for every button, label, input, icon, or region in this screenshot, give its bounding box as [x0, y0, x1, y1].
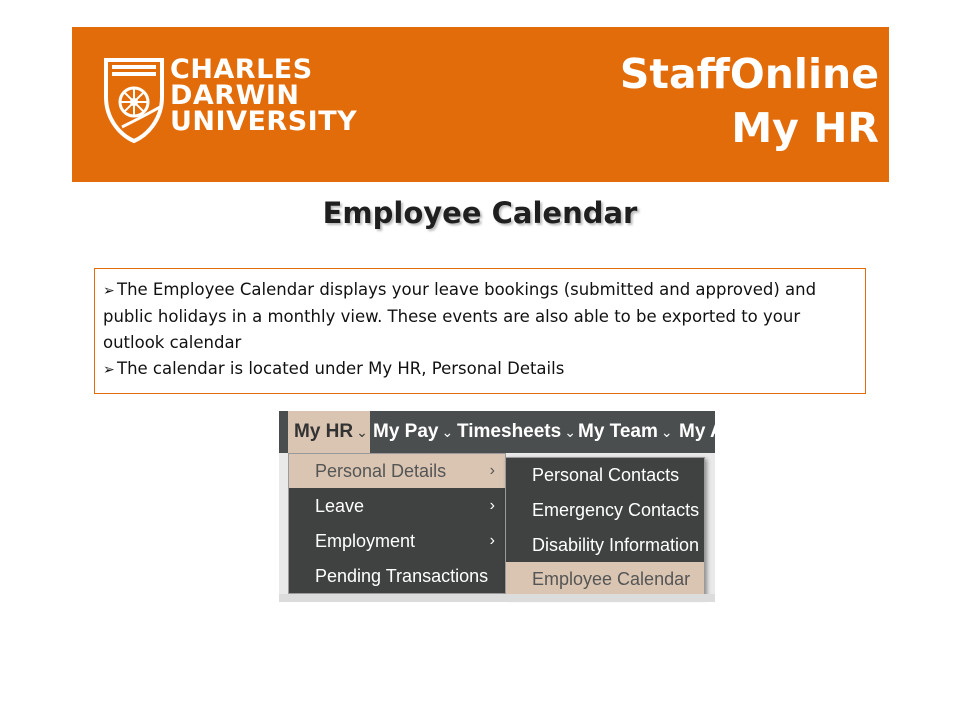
chevron-right-icon: ›	[489, 532, 495, 549]
personal-details-dropdown	[505, 457, 705, 597]
chevron-down-icon: ⌄	[356, 424, 368, 440]
banner-title	[620, 47, 879, 155]
page-title: Employee Calendar	[322, 196, 638, 230]
top-menubar	[279, 411, 724, 453]
logo-wordmark: CHARLES DARWIN UNIVERSITY	[170, 54, 358, 137]
menu-emergency-contacts[interactable]: Emergency Contacts	[532, 500, 700, 520]
submenu-pending-transactions[interactable]: Pending Transactions	[315, 566, 489, 586]
section-name: My HR	[731, 104, 879, 152]
chevron-right-icon: ›	[489, 497, 495, 514]
menu-disability-information[interactable]: Disability Information	[532, 535, 700, 555]
menu-employee-calendar[interactable]: Employee Calendar	[506, 562, 704, 596]
arrow-bullet-icon: ➢	[103, 283, 115, 299]
header-banner	[72, 27, 889, 182]
submenu-leave[interactable]: Leave ›	[289, 489, 505, 523]
screenshot-edge	[279, 594, 715, 602]
submenu-employment[interactable]: Employment ›	[289, 524, 505, 558]
chevron-down-icon: ⌄	[660, 424, 673, 440]
menu-my-team[interactable]: My Team ⌄	[578, 411, 673, 453]
app-name: StaffOnline	[619, 50, 879, 98]
menu-my-hr[interactable]: My HR ⌄	[288, 411, 370, 453]
chevron-right-icon: ›	[489, 462, 495, 479]
info-bullet-1: ➢ The Employee Calendar displays your leave bookings (submitted and approved) and public holidays in a monthly view. These events are also able to be exported to your outlook calendar	[103, 280, 817, 352]
menu-personal-contacts[interactable]: Personal Contacts	[532, 465, 680, 485]
chevron-down-icon: ⌄	[441, 424, 454, 440]
info-bullet-2: ➢ The calendar is located under My HR, Personal Details	[103, 356, 857, 383]
menu-my-a[interactable]: My A	[679, 421, 724, 442]
menu-timesheets[interactable]: Timesheets ⌄	[457, 411, 576, 453]
info-box	[94, 268, 866, 394]
arrow-bullet-icon: ➢	[103, 362, 115, 378]
menu-my-pay[interactable]: My Pay ⌄	[373, 411, 453, 453]
chevron-down-icon: ⌄	[564, 424, 576, 440]
menu-screenshot	[279, 411, 724, 602]
submenu-personal-details[interactable]: Personal Details ›	[289, 454, 505, 488]
my-hr-dropdown	[288, 453, 506, 594]
